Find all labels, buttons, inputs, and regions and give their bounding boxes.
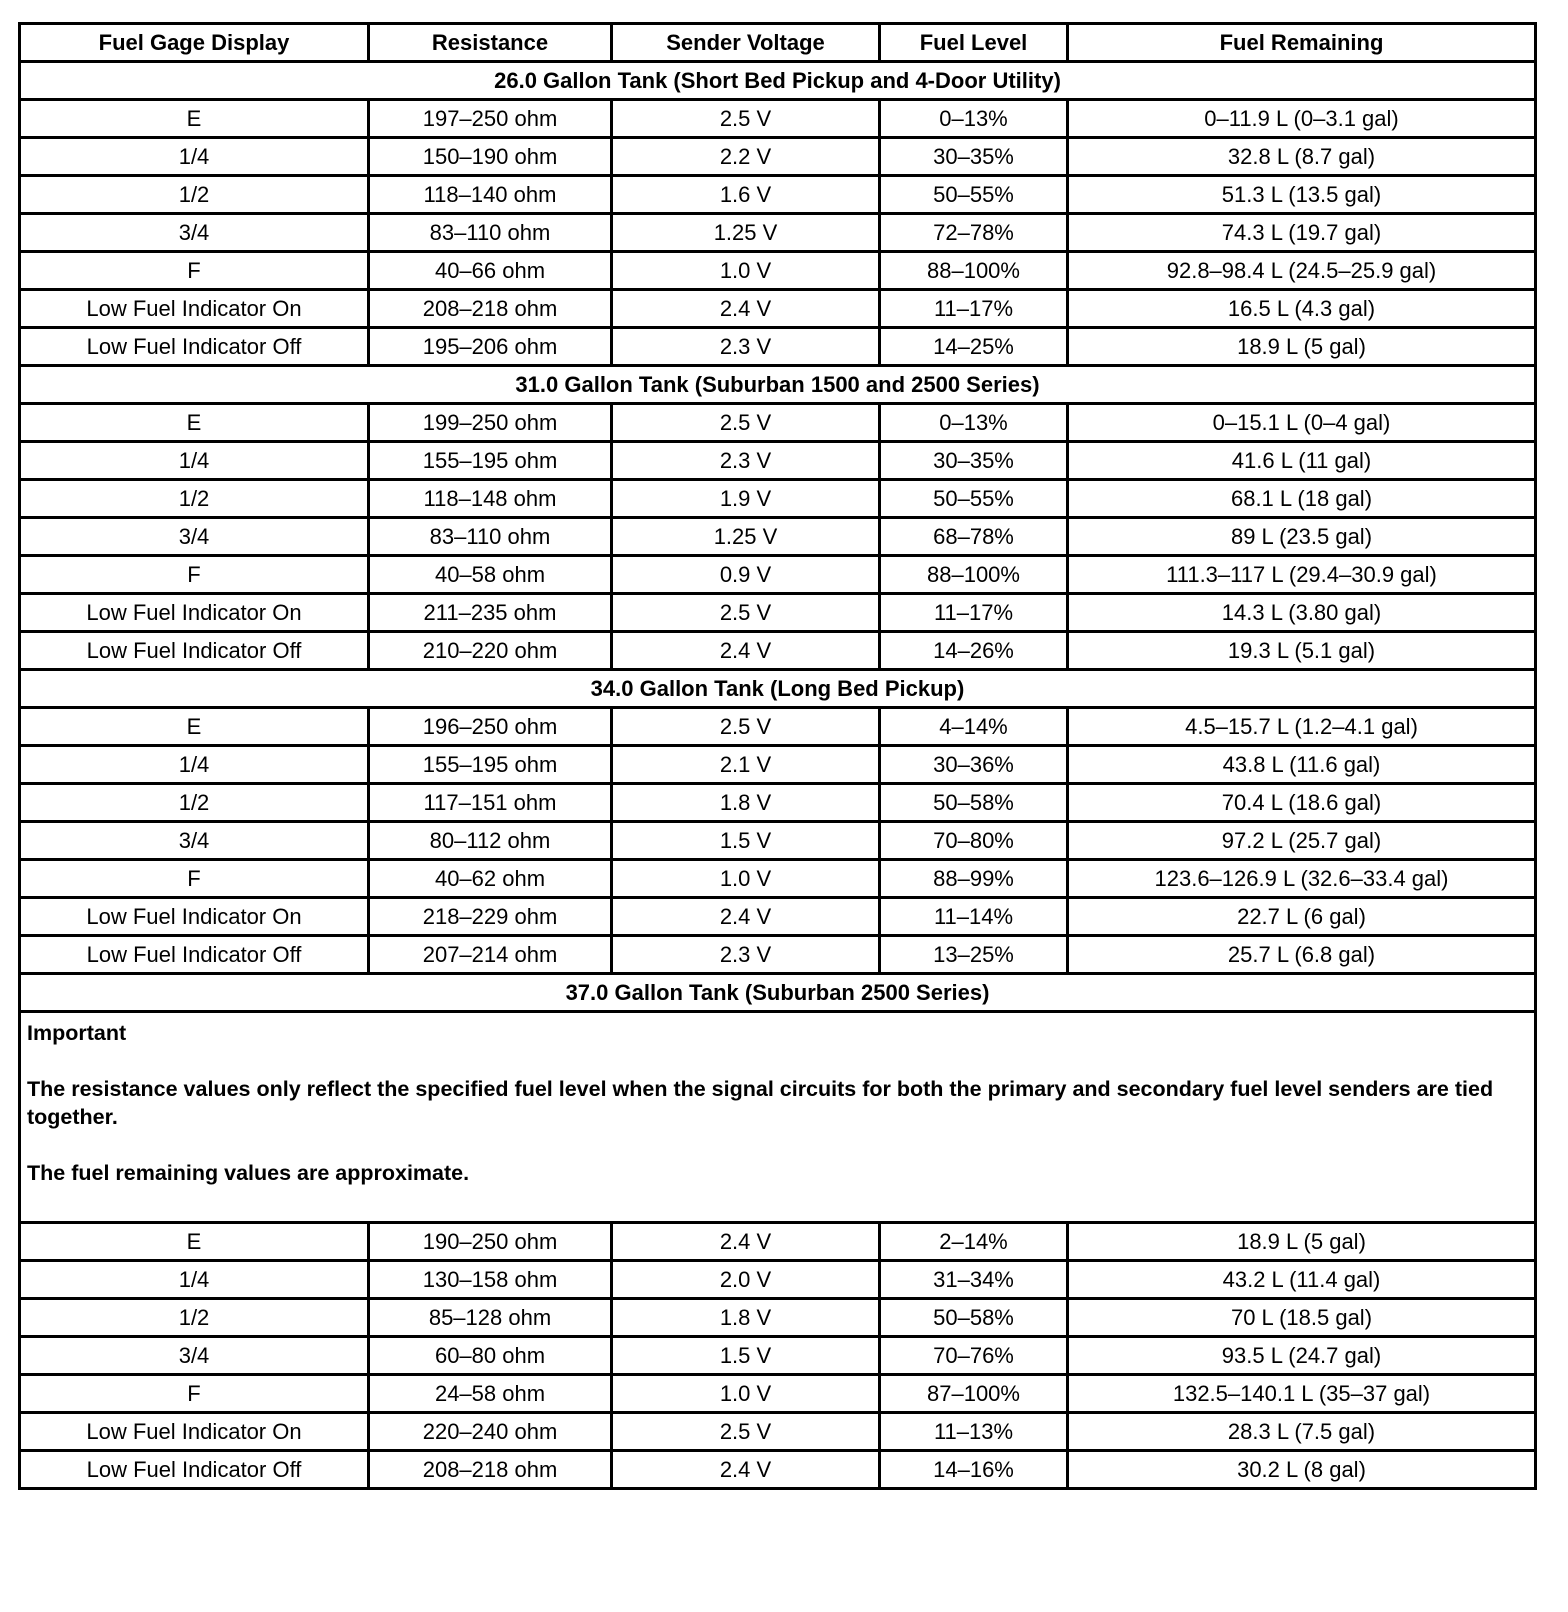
fuel-remaining-cell: 30.2 L (8 gal) [1068,1451,1536,1489]
header-sender-voltage: Sender Voltage [612,24,880,62]
header-fuel-level: Fuel Level [880,24,1068,62]
gage-display-cell: E [20,404,369,442]
gage-display-cell: 1/4 [20,442,369,480]
fuel-level-cell: 2–14% [880,1223,1068,1261]
fuel-level-cell: 50–55% [880,176,1068,214]
fuel-remaining-cell: 25.7 L (6.8 gal) [1068,936,1536,974]
sender-voltage-cell: 1.0 V [612,860,880,898]
gage-display-cell: F [20,1375,369,1413]
table-row [20,252,1536,290]
resistance-cell: 208–218 ohm [369,1451,612,1489]
fuel-remaining-cell: 93.5 L (24.7 gal) [1068,1337,1536,1375]
fuel-remaining-cell: 28.3 L (7.5 gal) [1068,1413,1536,1451]
table-row [20,1223,1536,1261]
sender-voltage-cell: 1.8 V [612,784,880,822]
resistance-cell: 190–250 ohm [369,1223,612,1261]
sender-voltage-cell: 1.25 V [612,214,880,252]
fuel-level-cell: 50–55% [880,480,1068,518]
gage-display-cell: Low Fuel Indicator On [20,898,369,936]
sender-voltage-cell: 2.0 V [612,1261,880,1299]
resistance-cell: 155–195 ohm [369,746,612,784]
sender-voltage-cell: 2.3 V [612,442,880,480]
resistance-cell: 220–240 ohm [369,1413,612,1451]
table-row [20,138,1536,176]
fuel-remaining-cell: 92.8–98.4 L (24.5–25.9 gal) [1068,252,1536,290]
sender-voltage-cell: 1.8 V [612,1299,880,1337]
table-row [20,442,1536,480]
fuel-level-cell: 11–14% [880,898,1068,936]
gage-display-cell: Low Fuel Indicator Off [20,936,369,974]
resistance-cell: 40–58 ohm [369,556,612,594]
resistance-cell: 83–110 ohm [369,518,612,556]
resistance-cell: 155–195 ohm [369,442,612,480]
gage-display-cell: 1/2 [20,480,369,518]
table-row [20,1261,1536,1299]
sender-voltage-cell: 2.2 V [612,138,880,176]
resistance-cell: 210–220 ohm [369,632,612,670]
fuel-level-cell: 11–17% [880,594,1068,632]
gage-display-cell: E [20,100,369,138]
gage-display-cell: 1/2 [20,784,369,822]
fuel-level-cell: 31–34% [880,1261,1068,1299]
note-heading: Important [27,1021,127,1045]
resistance-cell: 211–235 ohm [369,594,612,632]
table-row [20,784,1536,822]
table-row [20,936,1536,974]
fuel-level-cell: 88–99% [880,860,1068,898]
table-row [20,708,1536,746]
section-title: 26.0 Gallon Tank (Short Bed Pickup and 4-Door Utility) [20,62,1536,100]
resistance-cell: 199–250 ohm [369,404,612,442]
resistance-cell: 85–128 ohm [369,1299,612,1337]
fuel-remaining-cell: 132.5–140.1 L (35–37 gal) [1068,1375,1536,1413]
resistance-cell: 150–190 ohm [369,138,612,176]
sender-voltage-cell: 2.5 V [612,404,880,442]
fuel-remaining-cell: 43.2 L (11.4 gal) [1068,1261,1536,1299]
sender-voltage-cell: 1.6 V [612,176,880,214]
resistance-cell: 197–250 ohm [369,100,612,138]
table-body [20,62,1536,1489]
sender-voltage-cell: 1.0 V [612,1375,880,1413]
sender-voltage-cell: 2.5 V [612,100,880,138]
fuel-remaining-cell: 51.3 L (13.5 gal) [1068,176,1536,214]
resistance-cell: 83–110 ohm [369,214,612,252]
table-row [20,860,1536,898]
gage-display-cell: F [20,860,369,898]
note-row [20,1012,1536,1223]
sender-voltage-cell: 2.1 V [612,746,880,784]
fuel-level-cell: 14–25% [880,328,1068,366]
resistance-cell: 118–148 ohm [369,480,612,518]
note-paragraph: The fuel remaining values are approximate. [27,1161,470,1185]
fuel-level-cell: 72–78% [880,214,1068,252]
table-row [20,632,1536,670]
table-row [20,556,1536,594]
gage-display-cell: 3/4 [20,518,369,556]
table-row [20,1413,1536,1451]
header-resistance: Resistance [369,24,612,62]
sender-voltage-cell: 2.4 V [612,1451,880,1489]
fuel-level-cell: 11–17% [880,290,1068,328]
section-header-row [20,62,1536,100]
fuel-level-cell: 14–16% [880,1451,1068,1489]
fuel-remaining-cell: 74.3 L (19.7 gal) [1068,214,1536,252]
resistance-cell: 208–218 ohm [369,290,612,328]
gage-display-cell: F [20,252,369,290]
resistance-cell: 195–206 ohm [369,328,612,366]
resistance-cell: 40–66 ohm [369,252,612,290]
fuel-level-cell: 70–76% [880,1337,1068,1375]
sender-voltage-cell: 1.25 V [612,518,880,556]
fuel-level-cell: 0–13% [880,100,1068,138]
section-header-row [20,366,1536,404]
section-title: 34.0 Gallon Tank (Long Bed Pickup) [20,670,1536,708]
table-row [20,480,1536,518]
resistance-cell: 207–214 ohm [369,936,612,974]
gage-display-cell: Low Fuel Indicator Off [20,328,369,366]
resistance-cell: 40–62 ohm [369,860,612,898]
fuel-level-cell: 4–14% [880,708,1068,746]
gage-display-cell: F [20,556,369,594]
section-header-row [20,974,1536,1012]
section-header-row [20,670,1536,708]
fuel-level-cell: 30–35% [880,442,1068,480]
fuel-remaining-cell: 0–15.1 L (0–4 gal) [1068,404,1536,442]
table-row [20,176,1536,214]
fuel-remaining-cell: 18.9 L (5 gal) [1068,1223,1536,1261]
table-row [20,822,1536,860]
fuel-level-cell: 13–25% [880,936,1068,974]
resistance-cell: 218–229 ohm [369,898,612,936]
fuel-remaining-cell: 18.9 L (5 gal) [1068,328,1536,366]
fuel-level-cell: 14–26% [880,632,1068,670]
resistance-cell: 80–112 ohm [369,822,612,860]
fuel-remaining-cell: 32.8 L (8.7 gal) [1068,138,1536,176]
sender-voltage-cell: 2.5 V [612,708,880,746]
sender-voltage-cell: 2.3 V [612,936,880,974]
fuel-level-cell: 0–13% [880,404,1068,442]
fuel-level-cell: 68–78% [880,518,1068,556]
resistance-cell: 60–80 ohm [369,1337,612,1375]
sender-voltage-cell: 2.5 V [612,594,880,632]
sender-voltage-cell: 2.3 V [612,328,880,366]
fuel-remaining-cell: 97.2 L (25.7 gal) [1068,822,1536,860]
fuel-gage-spec-table [18,22,1537,1490]
fuel-level-cell: 30–36% [880,746,1068,784]
gage-display-cell: 3/4 [20,1337,369,1375]
section-title: 31.0 Gallon Tank (Suburban 1500 and 2500 Series) [20,366,1536,404]
gage-display-cell: E [20,1223,369,1261]
fuel-level-cell: 30–35% [880,138,1068,176]
resistance-cell: 117–151 ohm [369,784,612,822]
gage-display-cell: E [20,708,369,746]
sender-voltage-cell: 2.5 V [612,1413,880,1451]
fuel-remaining-cell: 41.6 L (11 gal) [1068,442,1536,480]
gage-display-cell: 1/2 [20,176,369,214]
sender-voltage-cell: 1.5 V [612,1337,880,1375]
fuel-level-cell: 87–100% [880,1375,1068,1413]
gage-display-cell: 1/4 [20,746,369,784]
table-row [20,404,1536,442]
fuel-level-cell: 70–80% [880,822,1068,860]
resistance-cell: 24–58 ohm [369,1375,612,1413]
fuel-remaining-cell: 16.5 L (4.3 gal) [1068,290,1536,328]
fuel-level-cell: 50–58% [880,784,1068,822]
table-row [20,100,1536,138]
gage-display-cell: Low Fuel Indicator Off [20,632,369,670]
sender-voltage-cell: 1.9 V [612,480,880,518]
gage-display-cell: 3/4 [20,822,369,860]
fuel-level-cell: 50–58% [880,1299,1068,1337]
fuel-level-cell: 88–100% [880,252,1068,290]
table-row [20,290,1536,328]
table-row [20,328,1536,366]
fuel-remaining-cell: 22.7 L (6 gal) [1068,898,1536,936]
table-row [20,518,1536,556]
table-row [20,898,1536,936]
fuel-remaining-cell: 68.1 L (18 gal) [1068,480,1536,518]
fuel-remaining-cell: 111.3–117 L (29.4–30.9 gal) [1068,556,1536,594]
fuel-level-cell: 11–13% [880,1413,1068,1451]
sender-voltage-cell: 2.4 V [612,632,880,670]
sender-voltage-cell: 2.4 V [612,290,880,328]
fuel-remaining-cell: 14.3 L (3.80 gal) [1068,594,1536,632]
gage-display-cell: Low Fuel Indicator On [20,290,369,328]
header-row [20,24,1536,62]
gage-display-cell: Low Fuel Indicator On [20,1413,369,1451]
table-row [20,746,1536,784]
table-row [20,1337,1536,1375]
important-note [20,1012,1536,1223]
fuel-remaining-cell: 123.6–126.9 L (32.6–33.4 gal) [1068,860,1536,898]
sender-voltage-cell: 2.4 V [612,1223,880,1261]
fuel-remaining-cell: 0–11.9 L (0–3.1 gal) [1068,100,1536,138]
fuel-remaining-cell: 89 L (23.5 gal) [1068,518,1536,556]
table-row [20,594,1536,632]
resistance-cell: 130–158 ohm [369,1261,612,1299]
fuel-remaining-cell: 70 L (18.5 gal) [1068,1299,1536,1337]
fuel-remaining-cell: 43.8 L (11.6 gal) [1068,746,1536,784]
gage-display-cell: 1/4 [20,1261,369,1299]
resistance-cell: 118–140 ohm [369,176,612,214]
sender-voltage-cell: 2.4 V [612,898,880,936]
header-fuel-gage-display: Fuel Gage Display [20,24,369,62]
gage-display-cell: 1/4 [20,138,369,176]
table-row [20,1451,1536,1489]
header-fuel-remaining: Fuel Remaining [1068,24,1536,62]
table-row [20,1375,1536,1413]
fuel-level-cell: 88–100% [880,556,1068,594]
sender-voltage-cell: 1.5 V [612,822,880,860]
gage-display-cell: 1/2 [20,1299,369,1337]
gage-display-cell: Low Fuel Indicator Off [20,1451,369,1489]
fuel-remaining-cell: 70.4 L (18.6 gal) [1068,784,1536,822]
table-row [20,1299,1536,1337]
section-title: 37.0 Gallon Tank (Suburban 2500 Series) [20,974,1536,1012]
resistance-cell: 196–250 ohm [369,708,612,746]
gage-display-cell: 3/4 [20,214,369,252]
fuel-remaining-cell: 4.5–15.7 L (1.2–4.1 gal) [1068,708,1536,746]
fuel-remaining-cell: 19.3 L (5.1 gal) [1068,632,1536,670]
sender-voltage-cell: 1.0 V [612,252,880,290]
sender-voltage-cell: 0.9 V [612,556,880,594]
note-paragraph: The resistance values only reflect the specified fuel level when the signal circuits for both the primary and secondary fuel level senders are tied together. [27,1077,1494,1129]
gage-display-cell: Low Fuel Indicator On [20,594,369,632]
table-row [20,214,1536,252]
